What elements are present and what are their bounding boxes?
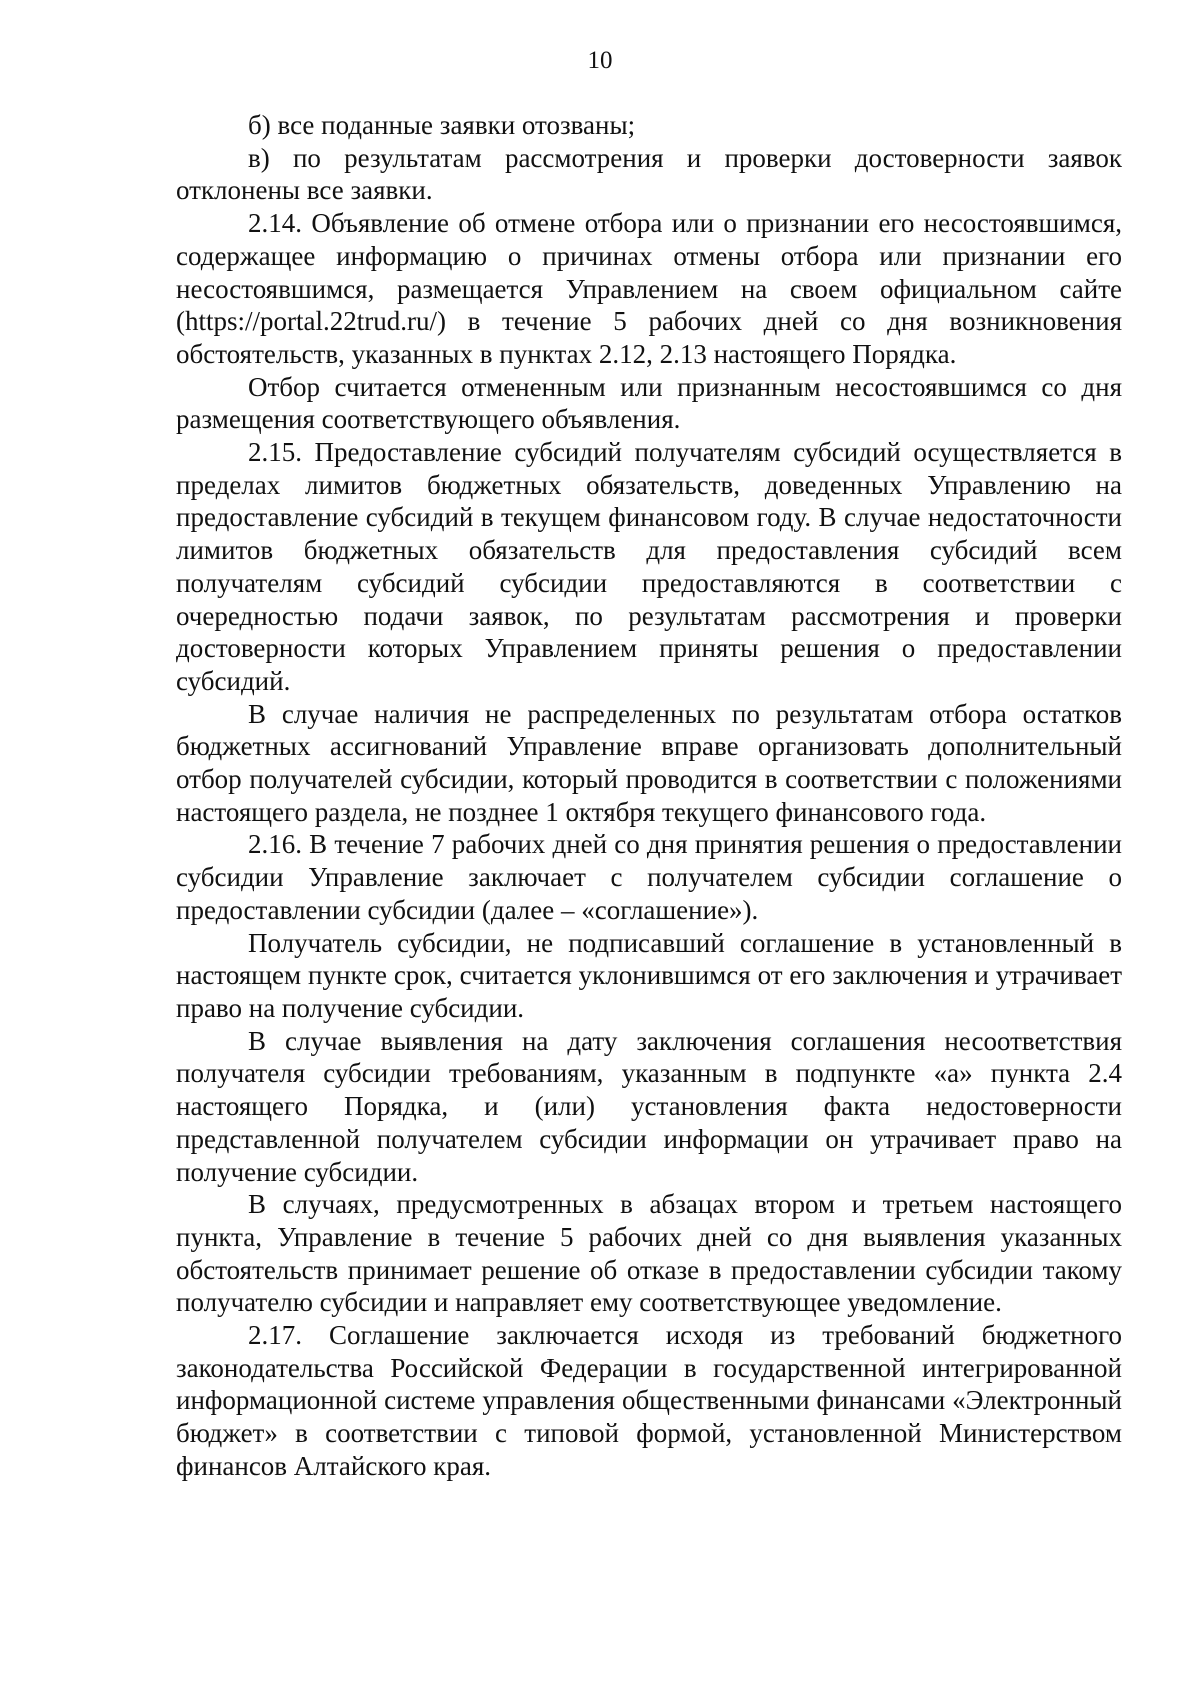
paragraph-clause-2-16: 2.16. В течение 7 рабочих дней со дня принятия решения о предоставлении субсидии Управление заключает с получателем субсидии соглашение о предоставлении субсидии (далее – «соглашение»). [176, 829, 1122, 925]
paragraph-clause-2-14: 2.14. Объявление об отмене отбора или о признании его несостоявшимся, содержащее информацию о причинах отмены отбора или признании его несостоявшимся, размещается Управлением на своем официальном сайте (https://portal.22trud.ru/) в течение 5 рабочих дней со дня возникновения обстоятельств, указанных в пунктах 2.12, 2.13 настоящего Порядка. [176, 208, 1122, 369]
paragraph-clause-2-16-fourth: В случаях, предусмотренных в абзацах втором и третьем настоящего пункта, Управление в течение 5 рабочих дней со дня выявления указанных обстоятельств принимает решение об отказе в предоставлении субсидии такому получателю субсидии и направляет ему соответствующее уведомление. [176, 1189, 1122, 1318]
paragraph-clause-2-17: 2.17. Соглашение заключается исходя из требований бюджетного законодательства Российской Федерации в государственной интегрированной информационной системе управления общественными финансами «Электронный бюджет» в соответствии с типовой формой, установленной Министерством финансов Алтайского края. [176, 1320, 1122, 1481]
paragraph-clause-2-15-cont: В случае наличия не распределенных по результатам отбора остатков бюджетных ассигнований Управление вправе организовать дополнительный отбор получателей субсидии, который проводится в соответствии с положениями настоящего раздела, не позднее 1 октября текущего финансового года. [176, 698, 1122, 827]
page-number: 10 [587, 47, 613, 74]
paragraph-item-v: в) по результатам рассмотрения и проверки достоверности заявок отклонены все заявки. [176, 142, 1122, 206]
paragraph-clause-2-16-third: В случае выявления на дату заключения соглашения несоответствия получателя субсидии требованиям, указанным в подпункте «а» пункта 2.4 настоящего Порядка, и (или) установления факта недостоверности представленной получателем субсидии информации он утрачивает право на получение субсидии. [176, 1025, 1122, 1187]
document-body [176, 109, 1122, 1483]
paragraph-clause-2-16-second: Получатель субсидии, не подписавший соглашение в установленный в настоящем пункте срок, считается уклонившимся от его заключения и утрачивает право на получение субсидии. [176, 927, 1122, 1023]
paragraph-item-b: б) все поданные заявки отозваны; [248, 110, 636, 140]
paragraph-clause-2-14-cont: Отбор считается отмененным или признанным несостоявшимся со дня размещения соответствующего объявления. [176, 371, 1122, 435]
paragraph-clause-2-15: 2.15. Предоставление субсидий получателям субсидий осуществляется в пределах лимитов бюджетных обязательств, доведенных Управлению на предоставление субсидий в текущем финансовом году. В случае недостаточности лимитов бюджетных обязательств для предоставления субсидий всем получателям субсидий субсидии предоставляются в соответствии с очередностью подачи заявок, по результатам рассмотрения и проверки достоверности которых Управлением приняты решения о предоставлении субсидий. [176, 437, 1122, 696]
